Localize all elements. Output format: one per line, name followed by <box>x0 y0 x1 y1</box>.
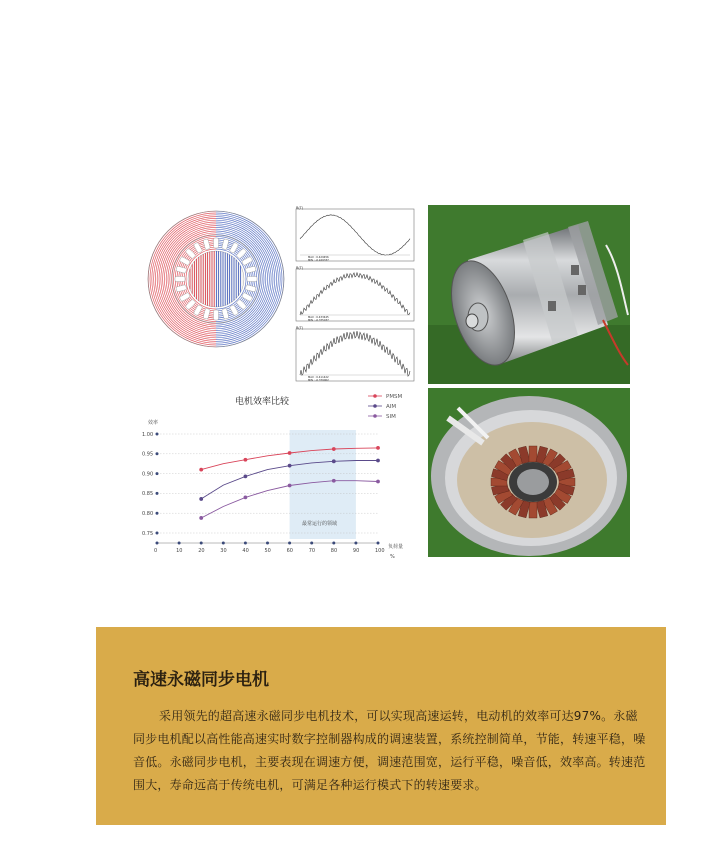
data-point-sim <box>332 479 336 483</box>
legend-marker <box>373 394 377 398</box>
stator-photo <box>428 388 630 557</box>
data-point-sim <box>199 516 203 520</box>
efficiency-chart <box>140 388 424 566</box>
x-tick-dot <box>354 542 357 545</box>
x-tick-label: 100 <box>375 548 385 554</box>
chart-title: 电机效率比较 <box>235 397 290 407</box>
waveform-readout: MIN : -0.375037 <box>308 319 329 322</box>
stator-slot <box>242 292 253 301</box>
legend-label: AIM <box>386 404 397 410</box>
waveform-readout: MAX : 0.433445 <box>308 316 329 319</box>
stator-slot <box>179 256 190 265</box>
waveform-label: B(T) <box>296 266 304 270</box>
x-tick-label: 60 <box>286 548 293 554</box>
data-point-sim <box>376 480 380 484</box>
motor-photo <box>428 205 630 384</box>
stator-slot <box>229 242 238 253</box>
chart-legend <box>368 394 403 420</box>
magnetic-field-plot <box>140 205 292 353</box>
data-point-pmsm <box>244 458 248 462</box>
x-tick-dot <box>332 542 335 545</box>
y-tick-label: 0.75 <box>142 530 154 537</box>
x-tick-label: 30 <box>220 548 227 554</box>
legend-marker <box>373 404 377 408</box>
x-tick-label: 0 <box>154 548 158 554</box>
y-tick-dot <box>156 433 159 436</box>
waveform-readout: MIN : -0.379002 <box>308 379 329 382</box>
waveform-frame <box>296 209 414 261</box>
x-tick-dot <box>266 542 269 545</box>
data-point-sim <box>288 484 292 488</box>
x-axis-label: 负荷量 <box>388 544 404 550</box>
stator-slot <box>229 305 238 316</box>
y-tick-dot <box>156 472 159 475</box>
stator-slot <box>193 242 202 253</box>
x-tick-label: 90 <box>352 548 360 554</box>
stator-slot <box>214 238 219 248</box>
data-point-aim <box>288 464 292 468</box>
legend-label: SIM <box>386 414 396 420</box>
stator-slot <box>185 248 196 259</box>
waveform-readout: MAX : 0.429456 <box>308 256 329 259</box>
data-point-sim <box>244 495 248 499</box>
waveform-panel <box>294 205 420 383</box>
y-tick-dot <box>156 492 159 495</box>
data-point-aim <box>332 459 336 463</box>
x-tick-label: 40 <box>242 548 249 554</box>
x-tick-dot <box>156 542 159 545</box>
stator-slot <box>236 299 247 310</box>
stator-slot <box>185 299 196 310</box>
stator-coil <box>529 446 537 462</box>
stator-slot <box>175 277 185 282</box>
x-tick-dot <box>222 542 225 545</box>
data-point-aim <box>199 497 203 501</box>
data-point-aim <box>244 474 248 478</box>
y-tick-dot <box>156 512 159 515</box>
stator-slot <box>179 292 190 301</box>
x-tick-label: 20 <box>198 548 205 554</box>
data-point-pmsm <box>199 468 203 472</box>
x-tick-dot <box>244 542 247 545</box>
stator-slot <box>236 248 247 259</box>
x-tick-dot <box>200 542 203 545</box>
y-tick-label: 0.85 <box>142 491 154 498</box>
x-tick-dot <box>178 542 181 545</box>
waveform-readout: MIN : -0.429337 <box>308 259 329 262</box>
waveform-label: B(T) <box>296 206 304 210</box>
y-tick-label: 1.00 <box>142 431 154 438</box>
stator-slot <box>214 310 219 320</box>
waveform-svg <box>294 205 420 383</box>
x-tick-label: 80 <box>330 548 338 554</box>
data-point-pmsm <box>288 451 292 455</box>
y-tick-label: 0.95 <box>142 451 154 458</box>
x-tick-label: 70 <box>308 548 316 554</box>
x-tick-dot <box>310 542 313 545</box>
data-point-pmsm <box>332 447 336 451</box>
stator-coil <box>529 502 537 518</box>
legend-label: PMSM <box>386 394 403 400</box>
info-box <box>96 627 666 825</box>
data-point-aim <box>376 459 380 463</box>
x-tick-dot <box>288 542 291 545</box>
band-label: 最常运行的领域 <box>302 521 338 527</box>
y-axis-label: 效率 <box>148 420 159 426</box>
stator-slot <box>247 277 257 282</box>
waveform-label: B(T) <box>296 326 304 330</box>
y-tick-label: 0.80 <box>142 511 154 517</box>
waveform-readout: MAX : 0.411422 <box>308 376 329 379</box>
info-body: 采用领先的超高速永磁同步电机技术，可以实现高速运转，电动机的效率可达97%。永磁同步电机配以高性能高速实时数字控制器构成的调速装置，系统控制简单，节能，转速平稳，噪音低。永磁同步电机，主要表现在调速方便，调速范围宽，运行平稳，噪音低，效率高。转速范围大，寿命远高于传统电机，可满足各种运行模式下的转速要求。 <box>133 709 646 792</box>
x-unit-label: % <box>390 554 395 560</box>
x-tick-label: 50 <box>264 548 271 554</box>
y-tick-dot <box>156 532 159 535</box>
x-tick-label: 10 <box>176 548 183 554</box>
legend-marker <box>373 414 377 418</box>
y-tick-label: 0.90 <box>142 471 154 478</box>
x-tick-dot <box>377 542 380 545</box>
y-tick-dot <box>156 452 159 455</box>
info-title: 高速永磁同步电机 <box>133 670 269 690</box>
data-point-pmsm <box>376 446 380 450</box>
stator-slot <box>242 256 253 265</box>
stator-slot <box>193 305 202 316</box>
